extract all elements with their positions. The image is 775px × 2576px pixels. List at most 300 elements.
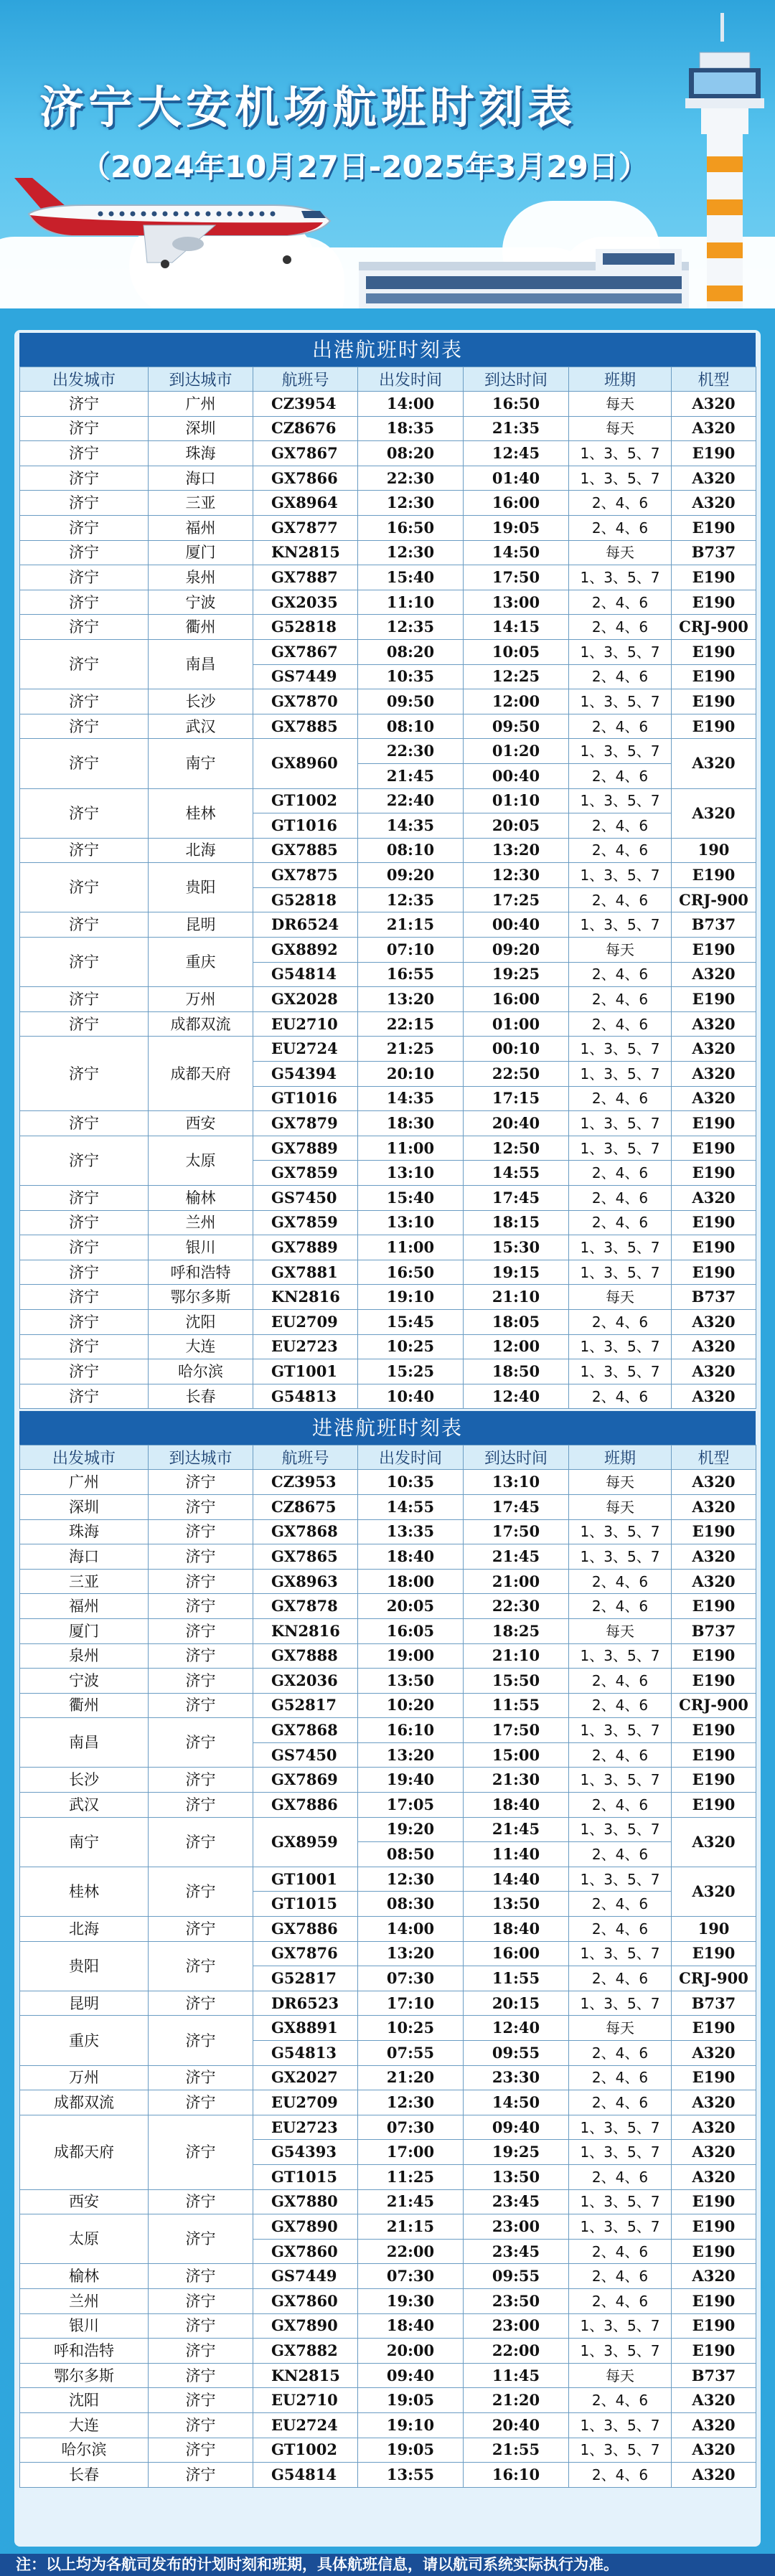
departure-time-cell: 19:10: [358, 2412, 464, 2438]
aircraft-cell: E190: [672, 2016, 756, 2041]
flight-number-cell: GX7886: [253, 1793, 358, 1818]
departure-time-cell: 15:40: [358, 565, 464, 590]
departure-time-cell: 10:35: [358, 664, 464, 689]
aircraft-cell: E190: [672, 1235, 756, 1260]
aircraft-cell: E190: [672, 987, 756, 1012]
schedule-days-cell: 2、4、6: [569, 664, 672, 689]
aircraft-cell: A320: [672, 1062, 756, 1087]
origin-city-cell: 济宁: [20, 392, 149, 417]
arrival-time-cell: 01:00: [464, 1011, 569, 1037]
departure-time-cell: 17:10: [358, 1991, 464, 2016]
departure-time-cell: 22:40: [358, 788, 464, 813]
departure-time-cell: 21:45: [358, 2189, 464, 2214]
arrival-time-cell: 18:25: [464, 1618, 569, 1643]
departure-time-cell: 19:20: [358, 1817, 464, 1842]
table-row: [20, 1693, 756, 1718]
aircraft-cell: E190: [672, 515, 756, 540]
departure-time-cell: 12:35: [358, 615, 464, 640]
schedule-days-cell: 2、4、6: [569, 1594, 672, 1619]
flight-number-cell: G54394: [253, 1062, 358, 1087]
flight-number-cell: GX7867: [253, 441, 358, 466]
arrival-time-cell: 13:20: [464, 838, 569, 863]
destination-city-cell: 济宁: [149, 2438, 253, 2463]
schedule-days-cell: 1、3、5、7: [569, 1817, 672, 1842]
origin-city-cell: 银川: [20, 2313, 149, 2339]
arrival-time-cell: 19:25: [464, 962, 569, 987]
schedule-panel: [14, 330, 761, 2547]
origin-city-cell: 济宁: [20, 590, 149, 615]
table-row: [20, 2388, 756, 2413]
arrival-time-cell: 01:40: [464, 466, 569, 491]
schedule-days-cell: 每天: [569, 938, 672, 963]
flight-number-cell: GX8892: [253, 938, 358, 963]
origin-city-cell: 万州: [20, 2065, 149, 2090]
arrival-time-cell: 23:00: [464, 2313, 569, 2339]
arrival-time-cell: 15:50: [464, 1669, 569, 1694]
origin-city-cell: 济宁: [20, 441, 149, 466]
arrival-time-cell: 12:40: [464, 1384, 569, 1409]
aircraft-cell: E190: [672, 1136, 756, 1161]
schedule-days-cell: 每天: [569, 1470, 672, 1495]
destination-city-cell: 贵阳: [149, 863, 253, 912]
origin-city-cell: 济宁: [20, 912, 149, 938]
flight-number-cell: GX2027: [253, 2065, 358, 2090]
departure-time-cell: 12:30: [358, 1867, 464, 1892]
table-row: [20, 2214, 756, 2240]
departure-time-cell: 08:10: [358, 838, 464, 863]
aircraft-cell: E190: [672, 2239, 756, 2264]
aircraft-cell: A320: [672, 1011, 756, 1037]
table-row: [20, 2090, 756, 2115]
table-row: [20, 491, 756, 516]
arrival-time-cell: 16:00: [464, 491, 569, 516]
flight-number-cell: GX8959: [253, 1817, 358, 1867]
schedule-days-cell: 2、4、6: [569, 887, 672, 912]
destination-city-cell: 济宁: [149, 2288, 253, 2313]
flight-number-cell: EU2710: [253, 1011, 358, 1037]
flight-number-cell: GX7877: [253, 515, 358, 540]
origin-city-cell: 北海: [20, 1917, 149, 1942]
aircraft-cell: E190: [672, 2313, 756, 2339]
aircraft-cell: A320: [672, 1384, 756, 1409]
arrival-time-cell: 21:35: [464, 416, 569, 441]
origin-city-cell: 成都天府: [20, 2115, 149, 2189]
table-row: [20, 1359, 756, 1384]
aircraft-cell: E190: [672, 1594, 756, 1619]
aircraft-cell: A320: [672, 1494, 756, 1519]
destination-city-cell: 济宁: [149, 1618, 253, 1643]
flight-number-cell: DR6524: [253, 912, 358, 938]
flight-number-cell: KN2815: [253, 2363, 358, 2388]
arrival-time-cell: 17:45: [464, 1186, 569, 1211]
header-banner: [0, 0, 775, 308]
flight-number-cell: GS7449: [253, 664, 358, 689]
column-header-from: 出发城市: [20, 367, 149, 392]
aircraft-cell: A320: [672, 416, 756, 441]
table-row: [20, 615, 756, 640]
schedule-days-cell: 2、4、6: [569, 714, 672, 739]
departure-time-cell: 07:55: [358, 2041, 464, 2066]
arrival-time-cell: 12:30: [464, 863, 569, 888]
aircraft-cell: B737: [672, 1285, 756, 1310]
table-row: [20, 1594, 756, 1619]
table-row: [20, 1111, 756, 1136]
flight-number-cell: GX7868: [253, 1519, 358, 1544]
origin-city-cell: 济宁: [20, 714, 149, 739]
arrival-time-cell: 12:25: [464, 664, 569, 689]
origin-city-cell: 沈阳: [20, 2388, 149, 2413]
departures-table: [19, 367, 756, 1409]
table-row: [20, 441, 756, 466]
destination-city-cell: 南宁: [149, 739, 253, 788]
aircraft-cell: A320: [672, 2264, 756, 2289]
table-row: [20, 1618, 756, 1643]
aircraft-cell: A320: [672, 2388, 756, 2413]
arrival-time-cell: 14:50: [464, 2090, 569, 2115]
column-header-schedule-days: 班期: [569, 1445, 672, 1470]
schedule-days-cell: 1、3、5、7: [569, 2189, 672, 2214]
departure-time-cell: 13:35: [358, 1519, 464, 1544]
arrival-time-cell: 21:45: [464, 1544, 569, 1570]
schedule-days-cell: 1、3、5、7: [569, 1037, 672, 1062]
destination-city-cell: 重庆: [149, 938, 253, 987]
destination-city-cell: 广州: [149, 392, 253, 417]
arrival-time-cell: 15:00: [464, 1742, 569, 1768]
arrival-time-cell: 21:30: [464, 1768, 569, 1793]
destination-city-cell: 济宁: [149, 1594, 253, 1619]
origin-city-cell: 珠海: [20, 1519, 149, 1544]
destination-city-cell: 鄂尔多斯: [149, 1285, 253, 1310]
departure-time-cell: 17:00: [358, 2140, 464, 2165]
origin-city-cell: 西安: [20, 2189, 149, 2214]
flight-number-cell: GX7888: [253, 1643, 358, 1669]
arrival-time-cell: 15:30: [464, 1235, 569, 1260]
aircraft-cell: A320: [672, 1334, 756, 1359]
flight-number-cell: KN2816: [253, 1285, 358, 1310]
column-header-arrival-time: 到达时间: [464, 1445, 569, 1470]
origin-city-cell: 济宁: [20, 1111, 149, 1136]
schedule-days-cell: 1、3、5、7: [569, 2115, 672, 2140]
table-row: [20, 863, 756, 888]
arrival-time-cell: 11:45: [464, 2363, 569, 2388]
schedule-days-cell: 每天: [569, 392, 672, 417]
aircraft-cell: A320: [672, 2041, 756, 2066]
aircraft-cell: E190: [672, 863, 756, 888]
aircraft-cell: E190: [672, 714, 756, 739]
arrival-time-cell: 21:20: [464, 2388, 569, 2413]
origin-city-cell: 兰州: [20, 2288, 149, 2313]
aircraft-cell: E190: [672, 565, 756, 590]
table-row: [20, 1384, 756, 1409]
flight-number-cell: GS7449: [253, 2264, 358, 2289]
column-header-flight-number: 航班号: [253, 1445, 358, 1470]
flight-number-cell: GX7865: [253, 1544, 358, 1570]
schedule-days-cell: 2、4、6: [569, 1384, 672, 1409]
flight-number-cell: GX7882: [253, 2339, 358, 2364]
aircraft-cell: E190: [672, 1161, 756, 1186]
arrivals-section-title: 进港航班时刻表: [19, 1411, 756, 1445]
destination-city-cell: 福州: [149, 515, 253, 540]
arrival-time-cell: 12:50: [464, 1136, 569, 1161]
aircraft-cell: E190: [672, 1260, 756, 1285]
origin-city-cell: 济宁: [20, 1384, 149, 1409]
destination-city-cell: 榆林: [149, 1186, 253, 1211]
table-row: [20, 515, 756, 540]
destination-city-cell: 长春: [149, 1384, 253, 1409]
schedule-days-cell: 1、3、5、7: [569, 2339, 672, 2364]
arrival-time-cell: 19:05: [464, 515, 569, 540]
flight-number-cell: GX7878: [253, 1594, 358, 1619]
arrival-time-cell: 23:00: [464, 2214, 569, 2240]
origin-city-cell: 济宁: [20, 416, 149, 441]
origin-city-cell: 桂林: [20, 1867, 149, 1916]
flight-number-cell: GT1001: [253, 1867, 358, 1892]
departure-time-cell: 08:50: [358, 1842, 464, 1867]
flight-number-cell: EU2723: [253, 2115, 358, 2140]
flight-number-cell: GX7887: [253, 565, 358, 590]
origin-city-cell: 成都双流: [20, 2090, 149, 2115]
origin-city-cell: 济宁: [20, 689, 149, 714]
origin-city-cell: 济宁: [20, 1210, 149, 1235]
arrival-time-cell: 21:10: [464, 1643, 569, 1669]
aircraft-cell: B737: [672, 2363, 756, 2388]
origin-city-cell: 太原: [20, 2214, 149, 2264]
aircraft-cell: A320: [672, 466, 756, 491]
table-row: [20, 1991, 756, 2016]
aircraft-cell: A320: [672, 2090, 756, 2115]
departure-time-cell: 08:30: [358, 1892, 464, 1917]
origin-city-cell: 济宁: [20, 1309, 149, 1334]
departure-time-cell: 19:00: [358, 1643, 464, 1669]
table-row: [20, 392, 756, 417]
flight-number-cell: EU2724: [253, 2412, 358, 2438]
schedule-days-cell: 1、3、5、7: [569, 639, 672, 664]
arrival-time-cell: 21:55: [464, 2438, 569, 2463]
aircraft-cell: E190: [672, 2339, 756, 2364]
table-row: [20, 2313, 756, 2339]
departure-time-cell: 16:55: [358, 962, 464, 987]
departure-time-cell: 18:30: [358, 1111, 464, 1136]
destination-city-cell: 太原: [149, 1136, 253, 1185]
destination-city-cell: 哈尔滨: [149, 1359, 253, 1384]
arrival-time-cell: 20:40: [464, 2412, 569, 2438]
destination-city-cell: 济宁: [149, 1693, 253, 1718]
origin-city-cell: 南宁: [20, 1817, 149, 1867]
flight-number-cell: KN2815: [253, 540, 358, 565]
schedule-days-cell: 2、4、6: [569, 1693, 672, 1718]
destination-city-cell: 济宁: [149, 1669, 253, 1694]
flight-number-cell: GX7870: [253, 689, 358, 714]
table-row: [20, 2016, 756, 2041]
table-row: [20, 1817, 756, 1842]
origin-city-cell: 济宁: [20, 739, 149, 788]
arrival-time-cell: 18:15: [464, 1210, 569, 1235]
aircraft-cell: A320: [672, 1309, 756, 1334]
flight-number-cell: GT1001: [253, 1359, 358, 1384]
departure-time-cell: 20:05: [358, 1594, 464, 1619]
arrival-time-cell: 12:00: [464, 1334, 569, 1359]
flight-number-cell: GX7889: [253, 1136, 358, 1161]
table-row: [20, 838, 756, 863]
aircraft-cell: A320: [672, 1086, 756, 1111]
schedule-days-cell: 1、3、5、7: [569, 2214, 672, 2240]
table-row: [20, 466, 756, 491]
flight-number-cell: GX7860: [253, 2239, 358, 2264]
schedule-days-cell: 2、4、6: [569, 838, 672, 863]
flight-number-cell: GX7886: [253, 1917, 358, 1942]
departure-time-cell: 15:25: [358, 1359, 464, 1384]
flight-number-cell: G54813: [253, 1384, 358, 1409]
flight-number-cell: GX7875: [253, 863, 358, 888]
origin-city-cell: 呼和浩特: [20, 2339, 149, 2364]
departure-time-cell: 22:30: [358, 739, 464, 764]
origin-city-cell: 济宁: [20, 987, 149, 1012]
table-row: [20, 1867, 756, 1892]
schedule-days-cell: 1、3、5、7: [569, 2412, 672, 2438]
destination-city-cell: 济宁: [149, 2189, 253, 2214]
departures-section-title: 出港航班时刻表: [19, 333, 756, 367]
departure-time-cell: 07:10: [358, 938, 464, 963]
aircraft-cell: E190: [672, 2288, 756, 2313]
table-row: [20, 540, 756, 565]
schedule-days-cell: 2、4、6: [569, 2239, 672, 2264]
aircraft-cell: CRJ-900: [672, 887, 756, 912]
departure-time-cell: 14:35: [358, 813, 464, 839]
aircraft-cell: A320: [672, 1544, 756, 1570]
arrival-time-cell: 17:45: [464, 1494, 569, 1519]
departure-time-cell: 15:40: [358, 1186, 464, 1211]
arrival-time-cell: 18:05: [464, 1309, 569, 1334]
departure-time-cell: 08:10: [358, 714, 464, 739]
destination-city-cell: 济宁: [149, 1793, 253, 1818]
aircraft-cell: A320: [672, 788, 756, 838]
aircraft-cell: E190: [672, 2189, 756, 2214]
arrival-time-cell: 09:55: [464, 2041, 569, 2066]
aircraft-cell: E190: [672, 1742, 756, 1768]
arrival-time-cell: 23:45: [464, 2189, 569, 2214]
aircraft-cell: A320: [672, 2164, 756, 2189]
origin-city-cell: 济宁: [20, 466, 149, 491]
origin-city-cell: 武汉: [20, 1793, 149, 1818]
schedule-days-cell: 2、4、6: [569, 1669, 672, 1694]
table-row: [20, 2288, 756, 2313]
destination-city-cell: 济宁: [149, 2363, 253, 2388]
origin-city-cell: 昆明: [20, 1991, 149, 2016]
schedule-days-cell: 每天: [569, 2363, 672, 2388]
schedule-days-cell: 2、4、6: [569, 2164, 672, 2189]
arrival-time-cell: 23:30: [464, 2065, 569, 2090]
arrival-time-cell: 17:15: [464, 1086, 569, 1111]
destination-city-cell: 泉州: [149, 565, 253, 590]
arrivals-table: [19, 1445, 756, 2487]
departure-time-cell: 13:20: [358, 1941, 464, 1966]
arrival-time-cell: 11:55: [464, 1693, 569, 1718]
flight-number-cell: EU2723: [253, 1334, 358, 1359]
schedule-days-cell: 1、3、5、7: [569, 2313, 672, 2339]
table-row: [20, 1544, 756, 1570]
arrival-time-cell: 01:10: [464, 788, 569, 813]
departure-time-cell: 17:05: [358, 1793, 464, 1818]
departure-time-cell: 18:35: [358, 416, 464, 441]
destination-city-cell: 济宁: [149, 1867, 253, 1916]
flight-number-cell: GX7890: [253, 2214, 358, 2240]
departure-time-cell: 07:30: [358, 2264, 464, 2289]
arrival-time-cell: 21:45: [464, 1817, 569, 1842]
departure-time-cell: 20:10: [358, 1062, 464, 1087]
schedule-days-cell: 2、4、6: [569, 2288, 672, 2313]
departure-time-cell: 19:05: [358, 2438, 464, 2463]
departure-time-cell: 13:50: [358, 1669, 464, 1694]
table-row: [20, 590, 756, 615]
schedule-days-cell: 1、3、5、7: [569, 2438, 672, 2463]
destination-city-cell: 济宁: [149, 2090, 253, 2115]
departure-time-cell: 12:30: [358, 2090, 464, 2115]
destination-city-cell: 武汉: [149, 714, 253, 739]
flight-number-cell: GX7879: [253, 1111, 358, 1136]
aircraft-cell: E190: [672, 689, 756, 714]
aircraft-cell: A320: [672, 392, 756, 417]
origin-city-cell: 哈尔滨: [20, 2438, 149, 2463]
table-row: [20, 639, 756, 664]
departure-time-cell: 09:50: [358, 689, 464, 714]
schedule-days-cell: 1、3、5、7: [569, 565, 672, 590]
schedule-days-cell: 1、3、5、7: [569, 912, 672, 938]
origin-city-cell: 济宁: [20, 1334, 149, 1359]
destination-city-cell: 沈阳: [149, 1309, 253, 1334]
table-row: [20, 1136, 756, 1161]
origin-city-cell: 贵阳: [20, 1941, 149, 1991]
departure-time-cell: 14:00: [358, 1917, 464, 1942]
footer-note: 注：以上均为各航司发布的计划时刻和班期，具体航班信息，请以航司系统实际执行为准。: [0, 2554, 775, 2576]
departure-time-cell: 22:15: [358, 1011, 464, 1037]
control-tower-icon: [685, 13, 764, 308]
table-row: [20, 1643, 756, 1669]
destination-city-cell: 北海: [149, 838, 253, 863]
origin-city-cell: 济宁: [20, 515, 149, 540]
schedule-days-cell: 2、4、6: [569, 2065, 672, 2090]
origin-city-cell: 济宁: [20, 1359, 149, 1384]
departure-time-cell: 10:25: [358, 2016, 464, 2041]
aircraft-cell: A320: [672, 2463, 756, 2488]
schedule-days-cell: 每天: [569, 1618, 672, 1643]
table-row: [20, 1186, 756, 1211]
destination-city-cell: 济宁: [149, 1470, 253, 1495]
schedule-days-cell: 2、4、6: [569, 515, 672, 540]
table-row: [20, 2363, 756, 2388]
destination-city-cell: 济宁: [149, 1519, 253, 1544]
departure-time-cell: 21:15: [358, 912, 464, 938]
origin-city-cell: 海口: [20, 1544, 149, 1570]
arrival-time-cell: 13:50: [464, 2164, 569, 2189]
destination-city-cell: 深圳: [149, 416, 253, 441]
origin-city-cell: 泉州: [20, 1643, 149, 1669]
schedule-days-cell: 1、3、5、7: [569, 739, 672, 764]
flight-number-cell: GT1002: [253, 788, 358, 813]
departure-time-cell: 16:50: [358, 515, 464, 540]
departure-time-cell: 09:20: [358, 863, 464, 888]
aircraft-cell: E190: [672, 1793, 756, 1818]
flight-number-cell: G54813: [253, 2041, 358, 2066]
aircraft-cell: E190: [672, 1210, 756, 1235]
departure-time-cell: 21:25: [358, 1037, 464, 1062]
flight-number-cell: GX8963: [253, 1569, 358, 1594]
flight-number-cell: CZ3953: [253, 1470, 358, 1495]
schedule-days-cell: 2、4、6: [569, 2463, 672, 2488]
flight-number-cell: G52818: [253, 615, 358, 640]
arrival-time-cell: 17:50: [464, 565, 569, 590]
column-header-from: 出发城市: [20, 1445, 149, 1470]
arrival-time-cell: 22:00: [464, 2339, 569, 2364]
